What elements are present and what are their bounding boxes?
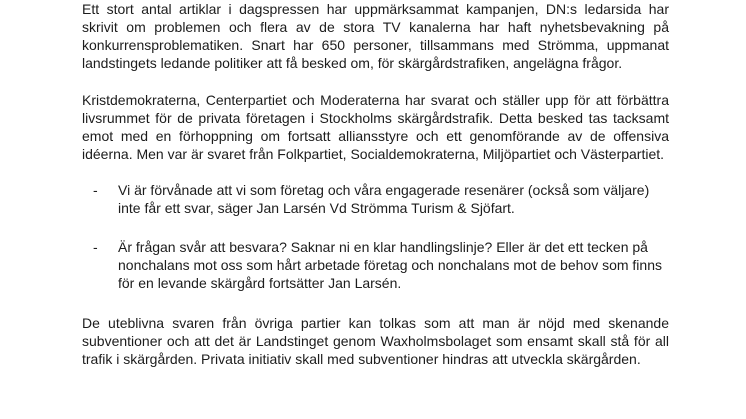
paragraph-party-responses: Kristdemokraterna, Centerpartiet och Moderaterna har svarat och ställer upp för att förbättra livsrummet för de privata företagen i Stockholms skärgårdstrafik. Detta besked tas tacksamt emot med en förhoppning om fortsatt alliansstyre och ett genomförande av de offensiva idéerna. Men var är svaret från Folkpartiet, Socialdemokraterna, Miljöpartiet och Västerpartiet. [82, 92, 669, 162]
list-item [82, 181, 669, 217]
quote-list [82, 181, 669, 292]
document-body [82, 0, 669, 368]
quote-text-larsen-questions: Är frågan svår att besvara? Saknar ni en klar handlingslinje? Eller är det ett tecken på nonchalans mot oss som hårt arbetade företag och nonchalans mot de behov som finns för en levande skärgård fortsätter Jan Larsén. [118, 239, 662, 291]
list-item [82, 238, 669, 292]
paragraph-campaign-coverage: Ett stort antal artiklar i dagspressen har uppmärksammat kampanjen, DN:s ledarsida har skrivit om problemen och flera av de stora TV kanalerna har haft nyhetsbevakning på konkurrensproblematiken. Snart har 650 personer, tillsammans med Strömma, uppmanat landstingets ledande politiker att få besked om, för skärgårdstrafiken, angelägna frågor. [82, 1, 669, 71]
quote-text-larsen-surprised: Vi är förvånade att vi som företag och våra engagerade resenärer (också som väljare) inte får ett svar, säger Jan Larsén Vd Strömma Turism & Sjöfart. [118, 182, 650, 216]
bullet-dash-marker: - [93, 182, 98, 198]
paragraph-conclusion: De uteblivna svaren från övriga partier kan tolkas som att man är nöjd med skenande subventioner och att det är Landstinget genom Waxholmsbolaget som ensamt skall stå för all trafik i skärgården. Privata initiativ skall med subventioner hindras att utveckla skärgården. [82, 315, 669, 367]
bullet-dash-marker: - [93, 239, 98, 255]
